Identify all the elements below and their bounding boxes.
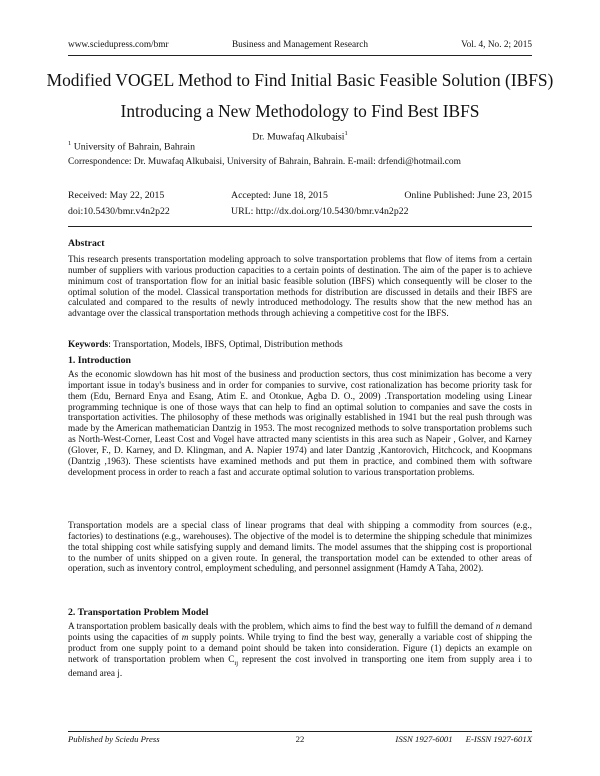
correspondence: Correspondence: Dr. Muwafaq Alkubaisi, University of Bahrain, Bahrain. E-mail: drfendi@hotmail.com [68,157,461,167]
variable-m: m [181,632,189,643]
author-name: Dr. Muwafaq Alkubaisi [252,131,345,143]
keywords [68,340,532,350]
page-number: 22 [295,734,305,744]
section-2-paragraph-1 [68,622,532,680]
affiliation-superscript: 1 [68,140,72,147]
journal-website[interactable]: www.sciedupress.com/bmr [68,40,169,50]
dates-rule [68,226,532,227]
affiliation [68,140,532,152]
keywords-label: Keywords [68,340,109,350]
section-2-heading: 2. Transportation Problem Model [68,607,209,618]
cost-subscript: ij [234,659,239,667]
section-1-heading: 1. Introduction [68,355,131,366]
author-superscript: 1 [344,130,348,137]
footer-rule [68,731,532,732]
journal-name: Business and Management Research [231,40,369,50]
section-2-text-a: A transportation problem basically deals with the problem, which aims to find the best way to fulfill the demand of [68,622,496,632]
section-1-paragraph-2: Transportation models are a special class of linear programs that deal with shipping a commodity from sources (e.g., factories) to destinations (e.g., warehouses). The objective of the model is to determine the shipping schedule that minimizes the total shipping cost while satisfying supply and demand limits. The model assumes that the shipping cost is proportional to the number of units shipped on a given route. In general, the transportation model can be extended to other areas of operation, such as inventory control, employment scheduling, and personnel assignment (Hamdy A Taha, 2002). [68,521,532,575]
accepted-date: Accepted: June 18, 2015 [231,190,328,201]
section-2-text-b: demand points using the capacities of [68,622,533,643]
abstract-heading: Abstract [68,238,105,249]
keywords-list: : Transportation, Models, IBFS, Optimal, Distribution methods [108,340,343,350]
variable-n: n [495,622,501,632]
doi[interactable]: doi:10.5430/bmr.v4n2p22 [68,206,170,217]
section-1-paragraph-1: As the economic slowdown has hit most of the business and production sectors, thus cost minimization has become a very important issue in today's business and in order for companies to survive, cost rationalization has become priority task for them (Edu, Bernard Enya and Esang, Atim E. and Otonkue, Agba D. O., 2009) .Transportation modeling using Linear programming technique is one of those ways that can help to find an optimal solution to companies and save the costs in transportation activities. The philosophy of these methods was originally established in 1941 but the real push through was made by the American mathematician Dantzig in 1953. The most recognized methods to solve transportation problems such as North-West-Corner, Least Cost and Vogel have attracted many scientists in this area such as Napeir , Golver, and Karney (Glover, F., D. Karney, and D. Klingman, and A. Napier 1974) and later Dantzig ,Kantorovich, Hitchcock, and Koopmans (Dantzig ,1963). These scientists have examined methods and put them in practice, and combined them with software development process in order to reach a fast and accurate optimal solution to various transportation problems. [68,370,532,478]
section-2-text-c: supply points. While trying to find the best way, generally a variable cost of shipping the product from one supply point to a demand point should be taken into consideration. Figure (1) depicts an example on network of transportation problem when C [68,632,532,665]
affiliation-text: University of Bahrain, Bahrain [73,141,196,153]
received-date: Received: May 22, 2015 [68,190,165,201]
header-rule [68,55,532,56]
doi-url[interactable]: URL: http://dx.doi.org/10.5430/bmr.v4n2p22 [231,206,409,217]
paper-subtitle: Introducing a New Methodology to Find Best IBFS [120,101,480,121]
running-header [68,40,532,54]
abstract-text: This research presents transportation modeling approach to solve transportation problems that flow of items from a certain number of suppliers with various production capacities to a certain points of destination. The aim of the paper is to achieve minimum cost of transportation flow for an initial basic feasible solution (IBFS) which consequently will be closer to the optimal solution of the model. Classical transportation methods for distribution are discussed in details and their IBFS are calculated and compared to the results of newly introduced methodology. The results show that the new method has an advantage over the classical transportation methods through achieving a competitive cost for the IBFS. [68,255,532,320]
footer-issn: ISSN 1927-6001 E-ISSN 1927-601X [395,734,532,744]
section-2-text-d: represent the cost involved in transporting one item from supply area i to demand area j. [68,654,532,680]
published-date: Online Published: June 23, 2015 [404,190,532,201]
paper-title: Modified VOGEL Method to Find Initial Basic Feasible Solution (IBFS) [46,70,554,90]
footer-publisher: Published by Sciedu Press [68,734,160,744]
journal-volume: Vol. 4, No. 2; 2015 [461,40,532,50]
